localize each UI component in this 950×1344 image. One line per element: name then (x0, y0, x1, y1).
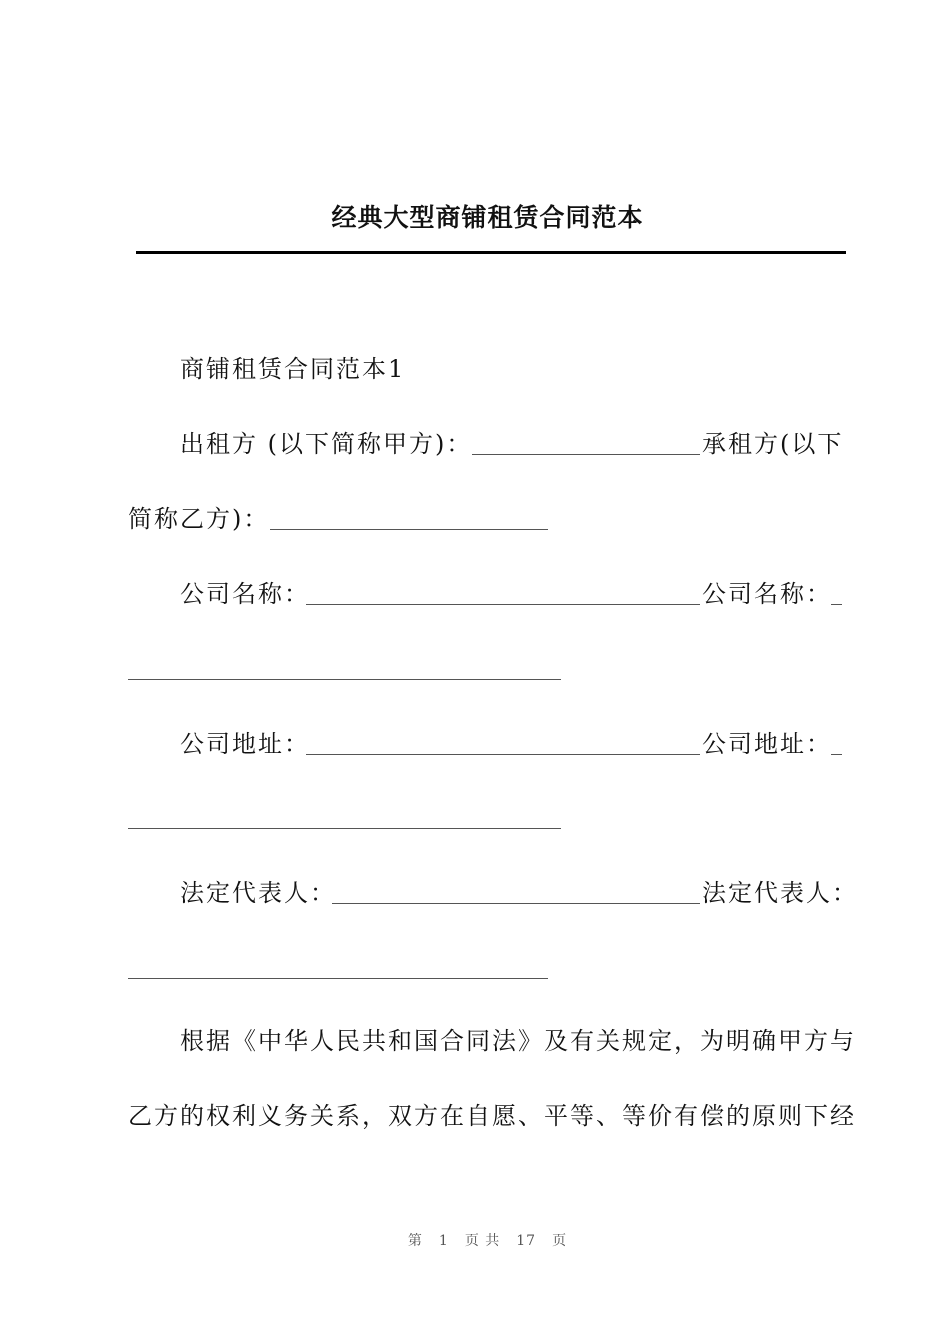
lessee-blank (270, 529, 548, 530)
section-title: 商铺租赁合同范本1 (180, 355, 406, 383)
footer-middle: 页 共 (464, 1233, 501, 1249)
lessee-label: 承租方(以下 (702, 430, 844, 458)
footer-prefix: 第 (407, 1233, 423, 1249)
legal-rep-b-blank (128, 978, 548, 979)
legal-rep-a-blank (332, 903, 700, 904)
company-name-b-blank-tail (831, 604, 842, 605)
paragraph-line-1: 根据《中华人民共和国合同法》及有关规定，为明确甲方与 (180, 1027, 856, 1055)
page-footer (0, 1230, 950, 1250)
lessee-label-cont: 简称乙方)： (128, 505, 270, 533)
footer-total-pages: 17 (516, 1233, 537, 1249)
footer-suffix: 页 (552, 1233, 568, 1249)
company-addr-b-blank (128, 828, 561, 829)
company-addr-b-label: 公司地址： (702, 730, 832, 758)
lessor-blank (472, 454, 700, 455)
company-addr-b-blank-tail (831, 754, 842, 755)
paragraph-line-2: 乙方的权利义务关系，双方在自愿、平等、等价有偿的原则下经 (128, 1102, 856, 1130)
legal-rep-b-label: 法定代表人： (702, 879, 858, 907)
title-rule (136, 251, 846, 254)
company-name-b-blank (128, 679, 561, 680)
company-addr-a-blank (306, 754, 700, 755)
company-name-b-label: 公司名称： (702, 580, 832, 608)
document-title: 经典大型商铺租赁合同范本 (331, 203, 644, 232)
company-name-a-blank (306, 604, 700, 605)
company-name-a-label: 公司名称： (180, 580, 310, 608)
company-addr-a-label: 公司地址： (180, 730, 310, 758)
footer-page-number: 1 (438, 1233, 449, 1249)
lessor-label: 出租方 (以下简称甲方)： (180, 430, 473, 458)
legal-rep-a-label: 法定代表人： (180, 879, 336, 907)
